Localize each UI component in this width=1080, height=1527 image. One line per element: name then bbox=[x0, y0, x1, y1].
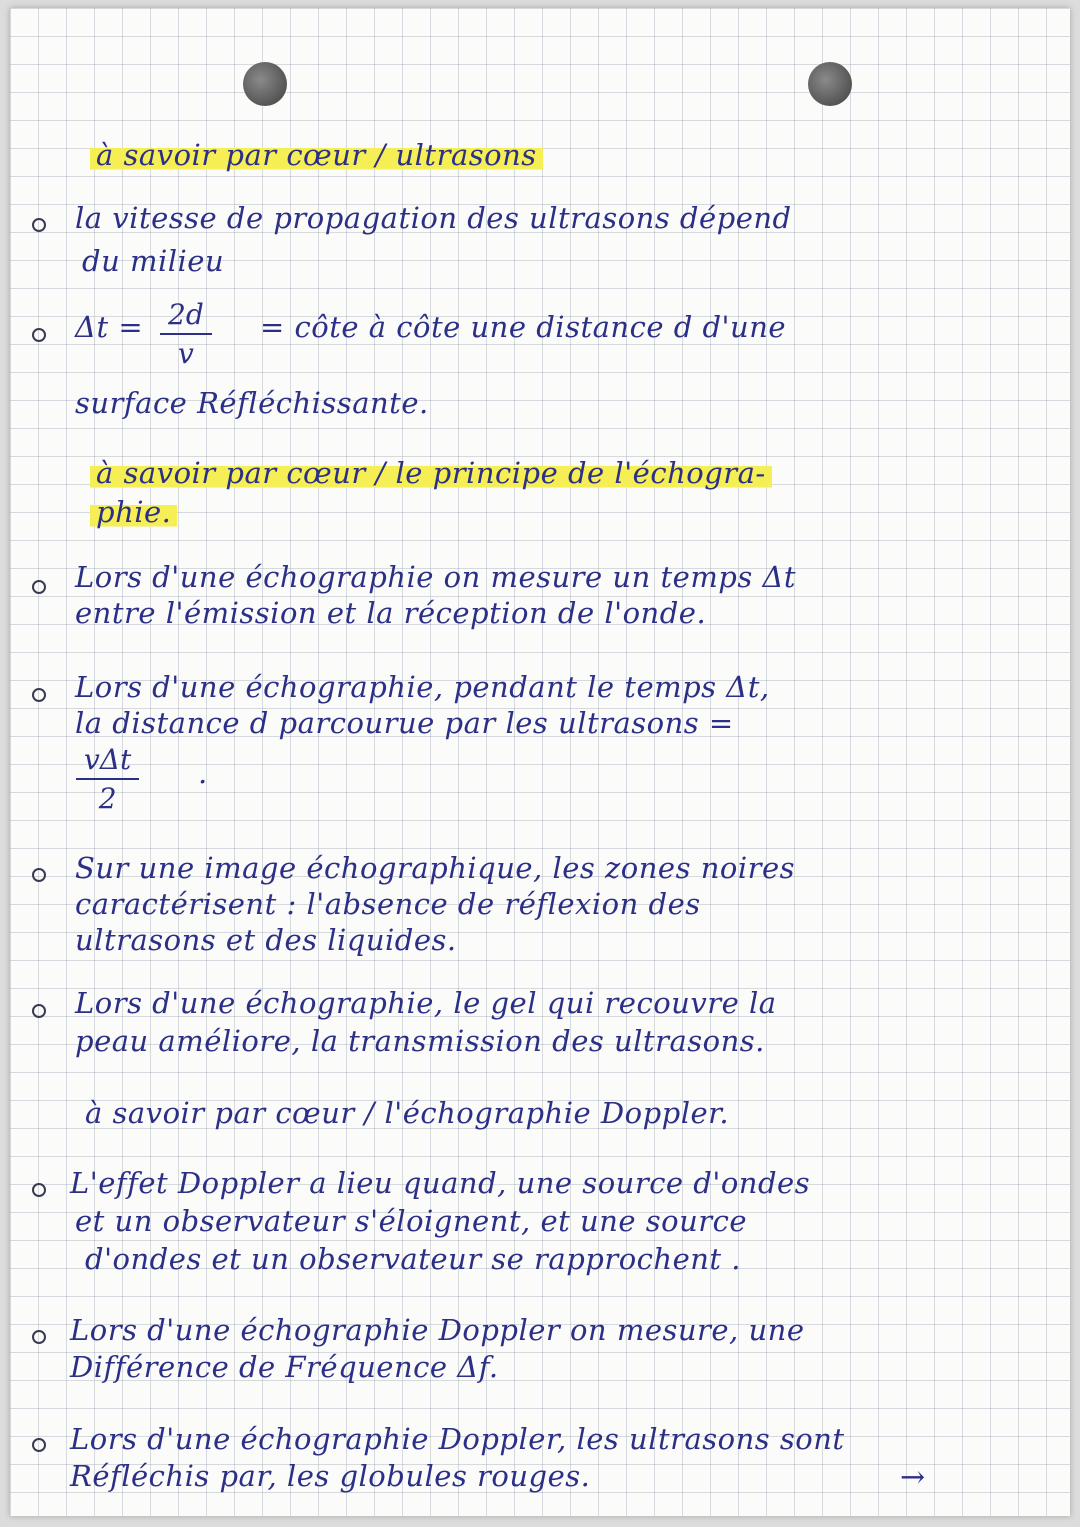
bullet-text: Lors d'une échographie on mesure un temps Δt bbox=[75, 560, 797, 594]
arrow-right-icon: → bbox=[900, 1460, 926, 1495]
section-heading-principe-cont: phie. bbox=[90, 495, 177, 529]
bullet-text: Lors d'une échographie, pendant le temps Δt, bbox=[75, 670, 770, 704]
bullet-text: la vitesse de propagation des ultrasons dépend bbox=[75, 201, 792, 235]
bullet-marker bbox=[32, 1183, 46, 1197]
formula-rhs: = côte à côte une distance d d'une bbox=[260, 310, 787, 344]
section-heading-principe: à savoir par cœur / le principe de l'échogra- bbox=[90, 456, 772, 490]
bullet-marker bbox=[32, 1004, 46, 1018]
binder-hole-left bbox=[243, 62, 287, 106]
bullet-text: ultrasons et des liquides. bbox=[75, 923, 457, 957]
bullet-marker bbox=[32, 1330, 46, 1344]
bullet-text: Lors d'une échographie Doppler, les ultrasons sont bbox=[70, 1422, 845, 1456]
fraction-denominator: 2 bbox=[98, 782, 117, 815]
bullet-marker bbox=[32, 328, 46, 342]
bullet-text: Lors d'une échographie Doppler on mesure, une bbox=[70, 1313, 805, 1347]
bullet-marker bbox=[32, 218, 46, 232]
binder-hole-right bbox=[808, 62, 852, 106]
bullet-text: Réfléchis par, les globules rouges. bbox=[70, 1459, 591, 1493]
bullet-text: la distance d parcourue par les ultrasons = bbox=[75, 706, 734, 740]
bullet-text: Différence de Fréquence Δf. bbox=[70, 1350, 499, 1384]
section-heading-ultrasons: à savoir par cœur / ultrasons bbox=[90, 138, 543, 172]
notebook-page bbox=[10, 8, 1070, 1516]
bullet-marker bbox=[32, 868, 46, 882]
formula-lhs: Δt = bbox=[75, 310, 144, 344]
fraction-denominator: v bbox=[177, 337, 194, 370]
bullet-marker bbox=[32, 580, 46, 594]
bullet-text: Sur une image échographique, les zones noires bbox=[75, 851, 796, 885]
bullet-marker bbox=[32, 688, 46, 702]
bullet-text: d'ondes et un observateur se rapprochent . bbox=[85, 1242, 741, 1276]
bullet-text: surface Réfléchissante. bbox=[75, 386, 429, 420]
formula-fraction bbox=[76, 743, 139, 815]
formula-fraction bbox=[160, 298, 212, 370]
bullet-marker bbox=[32, 1438, 46, 1452]
bullet-text: Lors d'une échographie, le gel qui recouvre la bbox=[75, 986, 777, 1020]
fraction-numerator: 2d bbox=[160, 298, 212, 335]
fraction-numerator: vΔt bbox=[76, 743, 139, 780]
bullet-text: peau améliore, la transmission des ultrasons. bbox=[75, 1024, 765, 1058]
bullet-text: entre l'émission et la réception de l'onde. bbox=[75, 596, 707, 630]
bullet-text: et un observateur s'éloignent, et une source bbox=[75, 1204, 748, 1238]
bullet-text: caractérisent : l'absence de réflexion des bbox=[75, 887, 701, 921]
section-heading-doppler: à savoir par cœur / l'échographie Doppler. bbox=[85, 1096, 730, 1130]
bullet-text: L'effet Doppler a lieu quand, une source d'ondes bbox=[70, 1166, 811, 1200]
period-mark: . bbox=[198, 756, 208, 790]
bullet-text: du milieu bbox=[82, 244, 225, 278]
